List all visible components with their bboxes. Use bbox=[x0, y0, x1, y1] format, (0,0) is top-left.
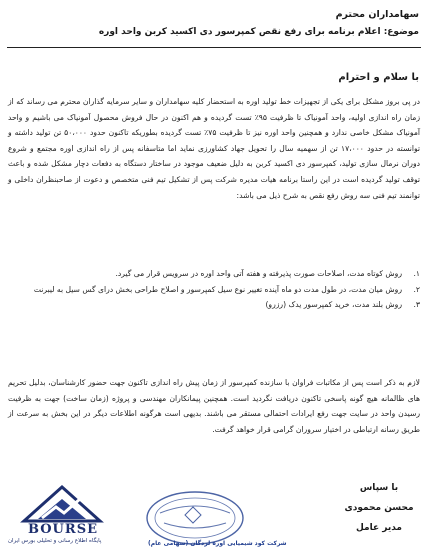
body-paragraph-block bbox=[8, 94, 420, 203]
list-number: ۱. bbox=[413, 269, 420, 278]
solution-list bbox=[15, 266, 420, 313]
signatory-title: مدیر عامل bbox=[355, 523, 402, 533]
list-number: ۳. bbox=[413, 300, 420, 310]
signature-regards: با سپاس bbox=[359, 483, 399, 493]
signature-block bbox=[339, 478, 419, 538]
list-text: روش بلند مدت، خرید کمپرسور یدک (رزرو) bbox=[265, 300, 402, 310]
greeting: با سلام و احترام bbox=[338, 72, 419, 83]
list-item bbox=[15, 282, 420, 298]
subject-line: موضوع: اعلام برنامه برای رفع نقص کمپرسور دی اکسید کربن واحد اوره bbox=[98, 27, 419, 37]
bourse-logo-icon bbox=[12, 485, 112, 555]
body-paragraph: در پی بروز مشکل برای یکی از تجهیزات خط تولید اوره به استحضار کلیه سهامداران و سایر سرمایه گذاران محترم می رساند که از زمان راه اندازی اولیه، واحد آمونیاک تا ظرفیت ۹۵٪ تست گردیده و هم اکنون در حال فروش محصول آمونیاک می باشیم و واحد آمونیاک مشکل خاصی ندارد و همچنین واحد اوره نیز تا ظرفیت ۷۵٪ تست گردیده بطوریکه تاکنون حدود ۵۰،۰۰۰ تن تولید داشته و توانسته در حدود ۱۷،۰۰۰ تن از سهمیه سال را تحویل جهاد کشاورزی نماید اما متاسفانه پس از راه اندازی اوره مجتمع و شروع دوران نرمال سازی تولید، کمپرسور دی اکسید کربن به دلیل ضعیف موجود در ساختار دستگاه به دفعات دچار مشکل شده و باعث توقف تولید گردیده است در این راستا برنامه هیات مدیره شرکت پس از تشکیل تیم فنی متخصص و دعوت از صاحبنظران داخلی و توانمند تیم فنی سه روش رفع نقص به شرح ذیل می باشد: bbox=[8, 97, 421, 200]
addressee: سهامداران محترم bbox=[335, 9, 419, 20]
logo-tagline: پایگاه اطلاع رسانی و تحلیلی بورس ایران bbox=[8, 538, 102, 544]
list-item bbox=[15, 297, 420, 313]
stamp-company-text: شرکت کود شیمیایی اوره لردگان (سهامی عام) bbox=[148, 540, 287, 547]
closing-paragraph: لازم به ذکر است پس از مکاتبات فراوان با سازنده کمپرسور از زمان پیش راه اندازی تاکنون جهت حضور کارشناسان، بدلیل تحریم های ظالمانه هیچ گونه پاسخی تاکنون دریافت نگردید است. همچنین پیمانکاران مهندسی و پروژه (زمان ساخت) جهت به ظرفیت رسیدن واحد در سایت جهت رفع ایرادات احتمالی مستقر می باشند. بدیهی است هرگونه اطلاعات دیگر در این بخش به سرعت از طریق رسانه ارتباطی در اختیار سروران گرامی قرار خواهد گرفت. bbox=[8, 378, 420, 434]
list-text: روش میان مدت، در طول مدت دو ماه آینده تغییر نوع سیل کمپرسور و اصلاح طراحی بخش درای گس سیل به لیبرنت bbox=[33, 284, 402, 294]
list-text: روش کوتاه مدت، اصلاحات صورت پذیرفته و هفته آتی واحد اوره در سرویس قرار می گیرد. bbox=[115, 269, 402, 278]
logo-wordmark: BOURSE bbox=[28, 522, 98, 537]
signatory-name: محسن محمودی bbox=[344, 503, 414, 513]
list-number: ۲. bbox=[413, 284, 420, 294]
list-item bbox=[15, 266, 420, 282]
header-divider bbox=[7, 47, 421, 48]
